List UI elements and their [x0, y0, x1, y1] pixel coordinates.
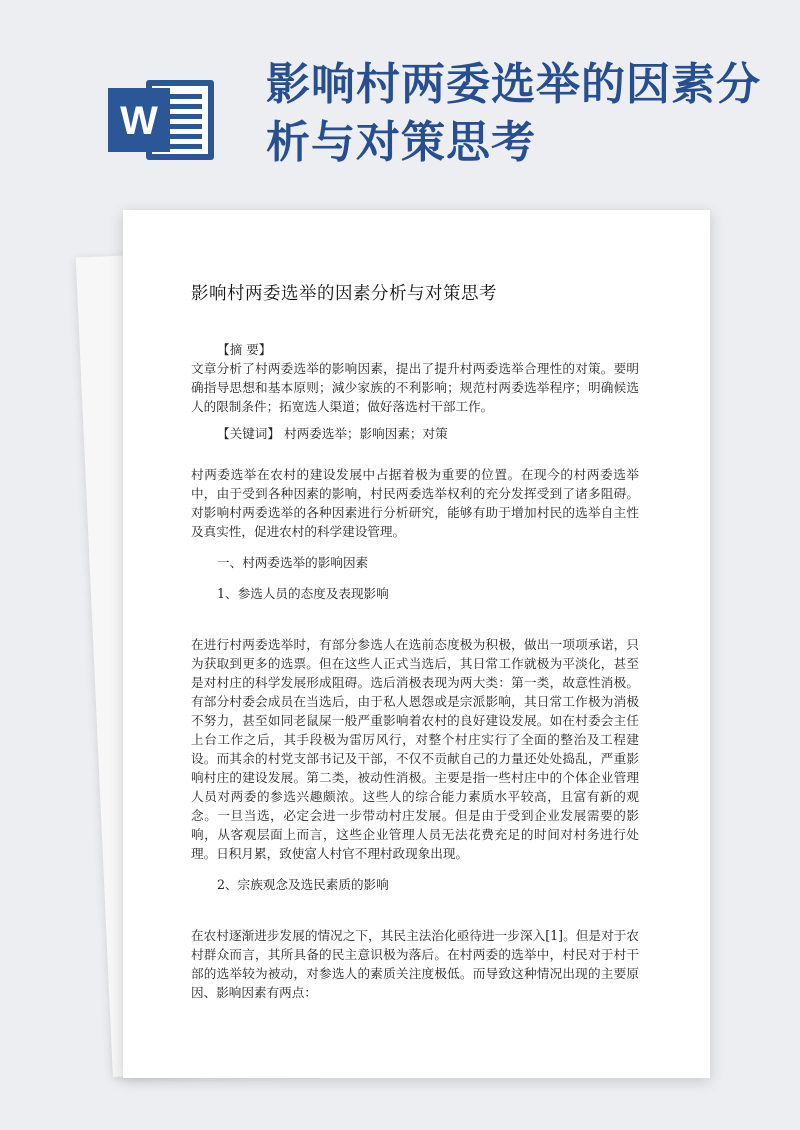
keywords-text: 村两委选举；影响因素；对策 — [283, 426, 448, 441]
keywords-line — [191, 424, 639, 443]
document-content — [191, 282, 639, 1002]
document-page — [123, 210, 710, 1078]
section1-heading: 一、村两委选举的影响因素 — [217, 555, 369, 570]
sub1-heading: 1、参选人员的态度及表现影响 — [217, 586, 389, 601]
intro-paragraph: 村两委选举在农村的建设发展中占据着极为重要的位置。在现今的村两委选举中，由于受到各种因素的影响，村民两委选举权利的充分发挥受到了诸多阻碍。对影响村两委选举的各种因素进行分析研究，能够有助于增加村民的选举自主性及真实性，促进农村的科学建设管理。 — [191, 467, 639, 539]
sub2-paragraph: 在农村逐渐进步发展的情况之下，其民主法治化亟待进一步深入[1]。但是对于农村群众而言，其所具备的民主意识极为落后。在村两委的选举中，村民对于村干部的选举较为被动，对参选人的素质关注度极低。而导致这种情况出现的主要原因、影响因素有两点： — [191, 928, 639, 1000]
abstract-text: 文章分析了村两委选举的影响因素，提出了提升村两委选举合理性的对策。要明确指导思想和基本原则；減少家族的不利影响；规范村两委选举程序；明确候选人的限制条件；拓宽选人渠道；做好落选村干部工作。 — [191, 361, 639, 414]
document-title: 影响村两委选举的因素分析与对策思考 — [191, 284, 497, 304]
word-document-icon — [108, 78, 216, 162]
abstract-label: 【摘 要】 — [217, 342, 272, 357]
sub1-paragraph: 在进行村两委选举时，有部分参选人在选前态度极为积极，做出一项项承诺，只为获取到更多的选票。但在这些人正式当选后，其日常工作就极为平淡化，甚至是对村庄的科学发展形成阻碍。选后消极表现为两大类：第一类，故意性消极。有部分村委会成员在当选后，由于私人恩怨或是宗派影响，其日常工作极为消极不努力，甚至如同老鼠屎一般严重影响着农村的良好建设发展。如在村委会主任上台工作之后，其手段极为雷厉风行，对整个村庄实行了全面的整治及工程建设。而其余的村党支部书记及干部，不仅不贡献自己的力量还处处捣乱，严重影响村庄的建设发展。第二类，被动性消极。主要是指一些村庄中的个体企业管理人员对两委的参选兴趣颇浓。这些人的综合能力素质水平较高，且富有新的观念。一旦当选，必定会进一步带动村庄发展。但是由于受到企业发展需要的影响，从客观层面上而言，这些企业管理人员无法花费充足的时间对村务进行处理。日积月累，致使富人村官不理村政现象出现。 — [191, 637, 639, 861]
svg-text:W: W — [120, 99, 158, 143]
keywords-label: 【关键词】 — [217, 426, 280, 441]
sub2-heading: 2、宗族观念及选民素质的影响 — [217, 877, 389, 892]
header-title: 影响村两委选举的因素分析与对策思考 — [266, 59, 761, 168]
